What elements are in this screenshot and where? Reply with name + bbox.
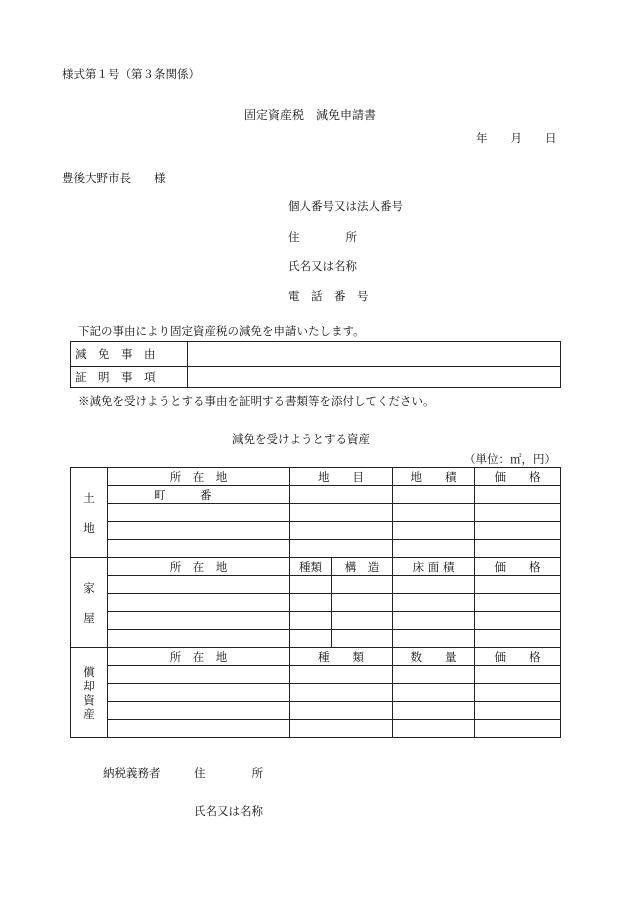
depreciable-cell[interactable] bbox=[475, 666, 561, 684]
date-line: 年 月 日 bbox=[476, 131, 557, 145]
depreciable-category: 償 却 資 産 bbox=[71, 648, 108, 738]
form-label: 様式第１号（第３条関係） bbox=[62, 67, 200, 81]
house-cell[interactable] bbox=[108, 594, 290, 612]
depreciable-cell[interactable] bbox=[108, 702, 290, 720]
land-cell[interactable] bbox=[290, 504, 393, 522]
house-cell[interactable] bbox=[332, 630, 393, 648]
depreciable-cell[interactable] bbox=[393, 666, 475, 684]
house-category: 家 屋 bbox=[71, 558, 108, 648]
reduction-reason-field[interactable] bbox=[188, 342, 561, 367]
proof-item-field[interactable] bbox=[188, 367, 561, 388]
house-location-header: 所 在 地 bbox=[108, 558, 290, 576]
house-floor-area-header: 床 面 積 bbox=[393, 558, 475, 576]
land-cell[interactable] bbox=[393, 486, 475, 504]
land-category-header: 地 目 bbox=[290, 468, 393, 486]
house-cell[interactable] bbox=[475, 576, 561, 594]
depreciable-cell[interactable] bbox=[393, 720, 475, 738]
land-location-header: 所 在 地 bbox=[108, 468, 290, 486]
depreciable-price-header: 価 格 bbox=[475, 648, 561, 666]
depreciable-quantity-header: 数 量 bbox=[393, 648, 475, 666]
land-category: 土 地 bbox=[71, 468, 108, 558]
depreciable-cell[interactable] bbox=[475, 702, 561, 720]
applicant-name-label: 氏名又は名称 bbox=[288, 259, 357, 273]
house-cell[interactable] bbox=[108, 612, 290, 630]
house-cell[interactable] bbox=[393, 594, 475, 612]
land-cell[interactable] bbox=[475, 504, 561, 522]
applicant-id-number-label: 個人番号又は法人番号 bbox=[288, 199, 403, 213]
assets-title: 減免を受けようとする資産 bbox=[232, 432, 370, 446]
depreciable-location-header: 所 在 地 bbox=[108, 648, 290, 666]
taxpayer-address-label: 住 所 bbox=[194, 766, 263, 780]
land-lot-subheader: 町 番 bbox=[108, 486, 290, 504]
land-cell[interactable] bbox=[393, 540, 475, 558]
house-cell[interactable] bbox=[290, 576, 332, 594]
depreciable-cell[interactable] bbox=[290, 720, 393, 738]
house-cell[interactable] bbox=[332, 612, 393, 630]
house-structure-header: 構 造 bbox=[332, 558, 393, 576]
depreciable-type-header: 種 類 bbox=[290, 648, 393, 666]
house-cell[interactable] bbox=[393, 576, 475, 594]
land-cell[interactable] bbox=[108, 522, 290, 540]
house-cell[interactable] bbox=[475, 594, 561, 612]
depreciable-cell[interactable] bbox=[393, 684, 475, 702]
assets-table bbox=[70, 467, 561, 738]
taxpayer-name-label: 氏名又は名称 bbox=[194, 804, 263, 818]
attachment-note: ※減免を受けようとする事由を証明する書類等を添付してください。 bbox=[78, 394, 435, 408]
house-cell[interactable] bbox=[393, 630, 475, 648]
applicant-phone-label: 電 話 番 号 bbox=[288, 289, 369, 303]
house-cell[interactable] bbox=[108, 630, 290, 648]
land-area-header: 地 積 bbox=[393, 468, 475, 486]
land-cell[interactable] bbox=[475, 522, 561, 540]
house-cell[interactable] bbox=[332, 594, 393, 612]
house-cell[interactable] bbox=[393, 612, 475, 630]
house-cell[interactable] bbox=[108, 576, 290, 594]
house-price-header: 価 格 bbox=[475, 558, 561, 576]
land-cell[interactable] bbox=[290, 522, 393, 540]
land-cell[interactable] bbox=[290, 486, 393, 504]
depreciable-cell[interactable] bbox=[290, 666, 393, 684]
addressee: 豊後大野市長 様 bbox=[62, 171, 166, 185]
depreciable-cell[interactable] bbox=[475, 720, 561, 738]
land-cell[interactable] bbox=[393, 522, 475, 540]
house-cell[interactable] bbox=[475, 612, 561, 630]
house-type-header: 種類 bbox=[290, 558, 332, 576]
land-cell[interactable] bbox=[108, 540, 290, 558]
taxpayer-label: 納税義務者 bbox=[103, 766, 161, 780]
depreciable-cell[interactable] bbox=[290, 684, 393, 702]
land-cell[interactable] bbox=[290, 540, 393, 558]
depreciable-cell[interactable] bbox=[290, 702, 393, 720]
land-cell[interactable] bbox=[475, 540, 561, 558]
applicant-address-label: 住 所 bbox=[288, 230, 357, 244]
intro-text: 下記の事由により固定資産税の減免を申請いたします。 bbox=[78, 324, 365, 338]
house-cell[interactable] bbox=[475, 630, 561, 648]
reason-table bbox=[70, 341, 561, 388]
reduction-reason-label: 減 免 事 由 bbox=[71, 342, 188, 367]
depreciable-cell[interactable] bbox=[108, 684, 290, 702]
proof-item-label: 証 明 事 項 bbox=[71, 367, 188, 388]
land-cell[interactable] bbox=[108, 504, 290, 522]
land-cell[interactable] bbox=[475, 486, 561, 504]
house-cell[interactable] bbox=[290, 630, 332, 648]
house-cell[interactable] bbox=[332, 576, 393, 594]
document-title: 固定資産税 減免申請書 bbox=[244, 108, 377, 122]
unit-label: （単位：㎡，円） bbox=[464, 452, 556, 466]
house-cell[interactable] bbox=[290, 612, 332, 630]
land-cell[interactable] bbox=[393, 504, 475, 522]
depreciable-cell[interactable] bbox=[393, 702, 475, 720]
depreciable-cell[interactable] bbox=[475, 684, 561, 702]
land-price-header: 価 格 bbox=[475, 468, 561, 486]
house-cell[interactable] bbox=[290, 594, 332, 612]
depreciable-cell[interactable] bbox=[108, 666, 290, 684]
depreciable-cell[interactable] bbox=[108, 720, 290, 738]
